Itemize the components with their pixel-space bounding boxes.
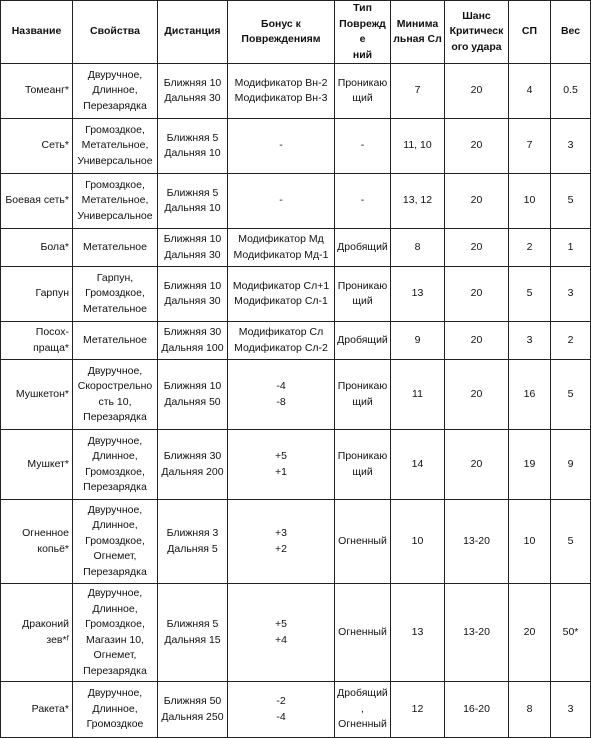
weapon-damage-type: Проникаю щий bbox=[335, 360, 391, 430]
weapon-properties: Двуручное, Длинное, Громоздкое, Перезарядка bbox=[73, 430, 158, 500]
weapon-crit-chance: 20 bbox=[445, 322, 509, 360]
weapon-properties: Гарпун, Громоздкое, Метательное bbox=[73, 267, 158, 322]
header-crit-chance: Шанс Критическ ого удара bbox=[445, 1, 509, 64]
weapon-name: Посох-праща* bbox=[1, 322, 73, 360]
weapon-crit-chance: 20 bbox=[445, 267, 509, 322]
header-damage-bonus: Бонус к Повреждениям bbox=[228, 1, 335, 64]
weapon-range: Ближняя 10 Дальняя 50 bbox=[158, 360, 228, 430]
table-row bbox=[1, 64, 591, 119]
weapon-range: Ближняя 30 Дальняя 200 bbox=[158, 430, 228, 500]
header-name: Название bbox=[1, 1, 73, 64]
weapon-damage-bonus: - bbox=[228, 174, 335, 229]
weapon-cost: 19 bbox=[509, 430, 551, 500]
weapon-crit-chance: 20 bbox=[445, 64, 509, 119]
weapon-damage-bonus: +3 +2 bbox=[228, 500, 335, 584]
weapon-name: Томеанг* bbox=[1, 64, 73, 119]
weapon-name: Огненное копьё* bbox=[1, 500, 73, 584]
weapon-min-strength: 8 bbox=[391, 229, 445, 267]
weapon-min-strength: 14 bbox=[391, 430, 445, 500]
table-row bbox=[1, 682, 591, 738]
weapon-min-strength: 10 bbox=[391, 500, 445, 584]
weapon-weight: 50* bbox=[551, 584, 591, 682]
weapon-min-strength: 13, 12 bbox=[391, 174, 445, 229]
weapon-crit-chance: 16-20 bbox=[445, 682, 509, 738]
weapon-properties: Двуручное, Скорострельно сть 10, Перезарядка bbox=[73, 360, 158, 430]
weapon-crit-chance: 20 bbox=[445, 174, 509, 229]
weapon-range: Ближняя 50 Дальняя 250 bbox=[158, 682, 228, 738]
weapon-crit-chance: 20 bbox=[445, 360, 509, 430]
weapon-properties: Метательное bbox=[73, 229, 158, 267]
weapon-damage-bonus: Модификатор Мд Модификатор Мд-1 bbox=[228, 229, 335, 267]
weapon-properties: Метательное bbox=[73, 322, 158, 360]
table-row bbox=[1, 430, 591, 500]
weapon-range: Ближняя 5 Дальняя 10 bbox=[158, 119, 228, 174]
weapon-min-strength: 11 bbox=[391, 360, 445, 430]
weapon-weight: 1 bbox=[551, 229, 591, 267]
weapon-range: Ближняя 10 Дальняя 30 bbox=[158, 229, 228, 267]
weapon-range: Ближняя 10 Дальняя 30 bbox=[158, 267, 228, 322]
weapon-range: Ближняя 10 Дальняя 30 bbox=[158, 64, 228, 119]
header-row bbox=[1, 1, 591, 64]
weapon-name: Мушкет* bbox=[1, 430, 73, 500]
weapon-range: Ближняя 3 Дальняя 5 bbox=[158, 500, 228, 584]
weapon-crit-chance: 20 bbox=[445, 119, 509, 174]
weapon-cost: 8 bbox=[509, 682, 551, 738]
weapon-crit-chance: 20 bbox=[445, 229, 509, 267]
header-range: Дистанция bbox=[158, 1, 228, 64]
weapon-properties: Двуручное, Длинное, Громоздкое bbox=[73, 682, 158, 738]
weapon-damage-type: - bbox=[335, 119, 391, 174]
weapon-range: Ближняя 5 Дальняя 10 bbox=[158, 174, 228, 229]
header-damage-type: Тип Повреждe ний bbox=[335, 1, 391, 64]
weapon-name: Боевая сеть* bbox=[1, 174, 73, 229]
table-row bbox=[1, 584, 591, 682]
weapon-min-strength: 12 bbox=[391, 682, 445, 738]
weapon-crit-chance: 13-20 bbox=[445, 584, 509, 682]
weapon-crit-chance: 13-20 bbox=[445, 500, 509, 584]
weapon-name: Ракета* bbox=[1, 682, 73, 738]
weapon-range: Ближняя 5 Дальняя 15 bbox=[158, 584, 228, 682]
weapon-damage-type: Проникаю щий bbox=[335, 64, 391, 119]
weapon-min-strength: 11, 10 bbox=[391, 119, 445, 174]
header-min-strength: Минима льная Сл bbox=[391, 1, 445, 64]
weapon-cost: 20 bbox=[509, 584, 551, 682]
weapon-cost: 7 bbox=[509, 119, 551, 174]
weapon-cost: 10 bbox=[509, 174, 551, 229]
weapon-weight: 3 bbox=[551, 119, 591, 174]
weapon-cost: 10 bbox=[509, 500, 551, 584]
weapon-damage-bonus: +5 +1 bbox=[228, 430, 335, 500]
weapon-weight: 3 bbox=[551, 682, 591, 738]
table-row bbox=[1, 174, 591, 229]
weapon-damage-bonus: - bbox=[228, 119, 335, 174]
weapon-properties: Громоздкое, Метательное, Универсальное bbox=[73, 174, 158, 229]
weapon-name: Гарпун bbox=[1, 267, 73, 322]
weapon-damage-type: Проникаю щий bbox=[335, 430, 391, 500]
table-row bbox=[1, 360, 591, 430]
weapon-name: Драконий зев*ᶠ bbox=[1, 584, 73, 682]
table-row bbox=[1, 267, 591, 322]
weapon-weight: 2 bbox=[551, 322, 591, 360]
weapon-damage-type: Дробящий bbox=[335, 322, 391, 360]
weapon-damage-bonus: +5 +4 bbox=[228, 584, 335, 682]
weapon-cost: 5 bbox=[509, 267, 551, 322]
header-weight: Вес bbox=[551, 1, 591, 64]
weapon-weight: 0.5 bbox=[551, 64, 591, 119]
weapon-properties: Двуручное, Длинное, Громоздкое, Магазин 10, Огнемет, Перезарядка bbox=[73, 584, 158, 682]
weapon-damage-type: - bbox=[335, 174, 391, 229]
weapon-damage-type: Проникаю щий bbox=[335, 267, 391, 322]
weapon-min-strength: 9 bbox=[391, 322, 445, 360]
weapon-name: Сеть* bbox=[1, 119, 73, 174]
weapon-name: Бола* bbox=[1, 229, 73, 267]
weapon-damage-type: Дробящий bbox=[335, 229, 391, 267]
weapon-damage-bonus: Модификатор Сл+1 Модификатор Сл-1 bbox=[228, 267, 335, 322]
header-cost: СП bbox=[509, 1, 551, 64]
table-row bbox=[1, 500, 591, 584]
weapon-crit-chance: 20 bbox=[445, 430, 509, 500]
weapon-cost: 4 bbox=[509, 64, 551, 119]
weapon-damage-type: Дробящий, Огненный bbox=[335, 682, 391, 738]
weapon-weight: 9 bbox=[551, 430, 591, 500]
weapon-min-strength: 13 bbox=[391, 267, 445, 322]
weapon-name: Мушкетон* bbox=[1, 360, 73, 430]
weapon-min-strength: 7 bbox=[391, 64, 445, 119]
weapon-weight: 5 bbox=[551, 174, 591, 229]
weapon-min-strength: 13 bbox=[391, 584, 445, 682]
weapon-damage-bonus: Модификатор Вн-2 Модификатор Вн-3 bbox=[228, 64, 335, 119]
weapon-damage-bonus: Модификатор Сл Модификатор Сл-2 bbox=[228, 322, 335, 360]
table-row bbox=[1, 229, 591, 267]
table-row bbox=[1, 119, 591, 174]
weapon-weight: 5 bbox=[551, 500, 591, 584]
weapon-properties: Громоздкое, Метательное, Универсальное bbox=[73, 119, 158, 174]
weapon-damage-type: Огненный bbox=[335, 500, 391, 584]
table-row bbox=[1, 322, 591, 360]
weapon-weight: 5 bbox=[551, 360, 591, 430]
weapon-cost: 16 bbox=[509, 360, 551, 430]
weapon-damage-bonus: -2 -4 bbox=[228, 682, 335, 738]
weapon-damage-bonus: -4 -8 bbox=[228, 360, 335, 430]
weapon-weight: 3 bbox=[551, 267, 591, 322]
weapon-cost: 2 bbox=[509, 229, 551, 267]
weapon-range: Ближняя 30 Дальняя 100 bbox=[158, 322, 228, 360]
header-properties: Свойства bbox=[73, 1, 158, 64]
weapon-damage-type: Огненный bbox=[335, 584, 391, 682]
weapon-properties: Двуручное, Длинное, Громоздкое, Огнемет, Перезарядка bbox=[73, 500, 158, 584]
weapon-cost: 3 bbox=[509, 322, 551, 360]
weapon-properties: Двуручное, Длинное, Перезарядка bbox=[73, 64, 158, 119]
